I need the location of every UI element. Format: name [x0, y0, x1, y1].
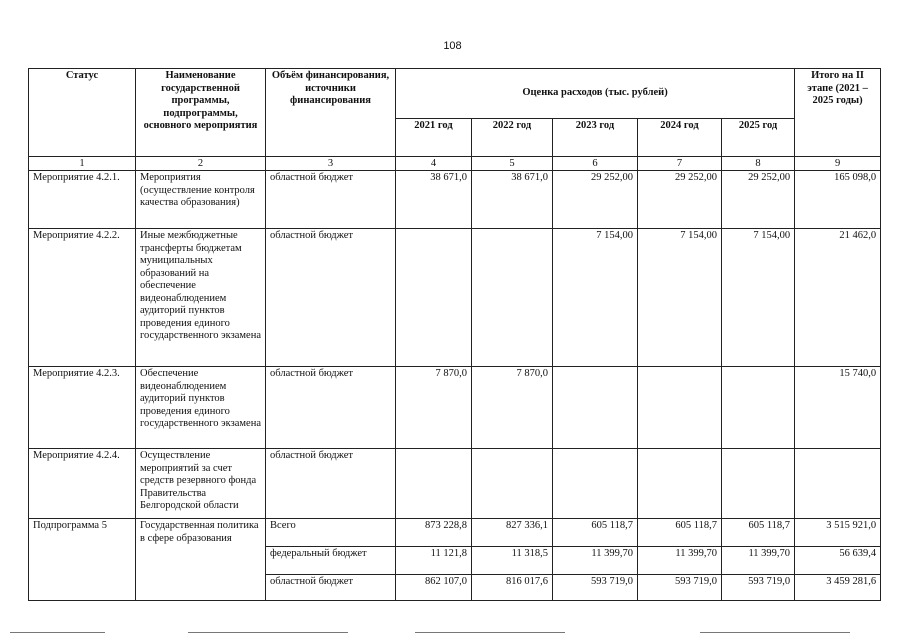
row-source: областной бюджет: [266, 367, 396, 449]
header-year-2023: 2023 год: [553, 119, 638, 157]
subprogram-total: 3 459 281,6: [795, 575, 881, 601]
subprogram-value-2024: 605 118,7: [638, 519, 722, 547]
row-value-2023: [553, 449, 638, 519]
row-status: Мероприятие 4.2.2.: [29, 229, 136, 367]
header-estimate: Оценка расходов (тыс. рублей): [396, 69, 795, 119]
row-value-2023: 7 154,00: [553, 229, 638, 367]
header-year-2024: 2024 год: [638, 119, 722, 157]
subprogram-value-2023: 593 719,0: [553, 575, 638, 601]
row-name: Иные межбюджетные трансферты бюджетам муниципальных образований на обеспечение видеонаблюдением аудиторий пунктов проведения единого государственного экзамена: [136, 229, 266, 367]
page-number: 108: [443, 40, 462, 52]
subprogram-value-2023: 605 118,7: [553, 519, 638, 547]
row-total: 165 098,0: [795, 171, 881, 229]
budget-table: [28, 68, 881, 601]
subprogram-source: Всего: [266, 519, 396, 547]
column-index: 5: [472, 157, 553, 171]
row-value-2025: 7 154,00: [722, 229, 795, 367]
column-index: 6: [553, 157, 638, 171]
column-index: 9: [795, 157, 881, 171]
scan-edge-line: [10, 632, 105, 633]
row-value-2024: [638, 367, 722, 449]
column-index: 2: [136, 157, 266, 171]
table-row: [29, 171, 881, 229]
column-index: 3: [266, 157, 396, 171]
subprogram-row: [29, 519, 881, 547]
subprogram-value-2022: 827 336,1: [472, 519, 553, 547]
subprogram-value-2024: 593 719,0: [638, 575, 722, 601]
row-value-2024: [638, 449, 722, 519]
header-total: Итого на II этапе (2021 – 2025 годы): [795, 69, 881, 157]
subprogram-value-2025: 605 118,7: [722, 519, 795, 547]
row-total: 21 462,0: [795, 229, 881, 367]
subprogram-value-2022: 816 017,6: [472, 575, 553, 601]
row-value-2022: [472, 229, 553, 367]
row-value-2025: [722, 367, 795, 449]
row-value-2021: 38 671,0: [396, 171, 472, 229]
subprogram-value-2023: 11 399,70: [553, 547, 638, 575]
header-year-2022: 2022 год: [472, 119, 553, 157]
subprogram-value-2025: 593 719,0: [722, 575, 795, 601]
row-value-2024: 7 154,00: [638, 229, 722, 367]
row-status: Мероприятие 4.2.4.: [29, 449, 136, 519]
header-year-2021: 2021 год: [396, 119, 472, 157]
row-source: областной бюджет: [266, 171, 396, 229]
row-name: Мероприятия (осуществление контроля качества образования): [136, 171, 266, 229]
subprogram-value-2021: 873 228,8: [396, 519, 472, 547]
row-status: Мероприятие 4.2.3.: [29, 367, 136, 449]
header-status: Статус: [29, 69, 136, 157]
row-source: областной бюджет: [266, 229, 396, 367]
column-index: 4: [396, 157, 472, 171]
row-name: Обеспечение видеонаблюдением аудиторий пунктов проведения единого государственного экзамена: [136, 367, 266, 449]
row-total: 15 740,0: [795, 367, 881, 449]
header-name: Наименование государственной программы, подпрограммы, основного мероприятия: [136, 69, 266, 157]
table-row: [29, 449, 881, 519]
subprogram-value-2021: 862 107,0: [396, 575, 472, 601]
row-value-2024: 29 252,00: [638, 171, 722, 229]
row-value-2021: [396, 229, 472, 367]
row-name: Осуществление мероприятий за счет средств резервного фонда Правительства Белгородской области: [136, 449, 266, 519]
scan-edge-line: [700, 632, 850, 633]
subprogram-value-2024: 11 399,70: [638, 547, 722, 575]
header-volume: Объём финансирования, источники финансирования: [266, 69, 396, 157]
row-value-2022: [472, 449, 553, 519]
subprogram-total: 3 515 921,0: [795, 519, 881, 547]
row-value-2025: 29 252,00: [722, 171, 795, 229]
scan-edge-line: [188, 632, 348, 633]
subprogram-value-2021: 11 121,8: [396, 547, 472, 575]
row-value-2025: [722, 449, 795, 519]
subprogram-status: Подпрограмма 5: [29, 519, 136, 601]
column-index: 8: [722, 157, 795, 171]
subprogram-name: Государственная политика в сфере образования: [136, 519, 266, 601]
table-row: [29, 229, 881, 367]
row-value-2022: 38 671,0: [472, 171, 553, 229]
row-value-2021: 7 870,0: [396, 367, 472, 449]
column-index: 7: [638, 157, 722, 171]
row-total: [795, 449, 881, 519]
row-source: областной бюджет: [266, 449, 396, 519]
row-value-2023: 29 252,00: [553, 171, 638, 229]
column-index: 1: [29, 157, 136, 171]
row-value-2021: [396, 449, 472, 519]
row-value-2022: 7 870,0: [472, 367, 553, 449]
subprogram-value-2025: 11 399,70: [722, 547, 795, 575]
scan-edge-line: [415, 632, 565, 633]
subprogram-value-2022: 11 318,5: [472, 547, 553, 575]
subprogram-total: 56 639,4: [795, 547, 881, 575]
subprogram-source: областной бюджет: [266, 575, 396, 601]
table-row: [29, 367, 881, 449]
row-value-2023: [553, 367, 638, 449]
column-index-row: [29, 157, 881, 171]
row-status: Мероприятие 4.2.1.: [29, 171, 136, 229]
header-year-2025: 2025 год: [722, 119, 795, 157]
subprogram-source: федеральный бюджет: [266, 547, 396, 575]
